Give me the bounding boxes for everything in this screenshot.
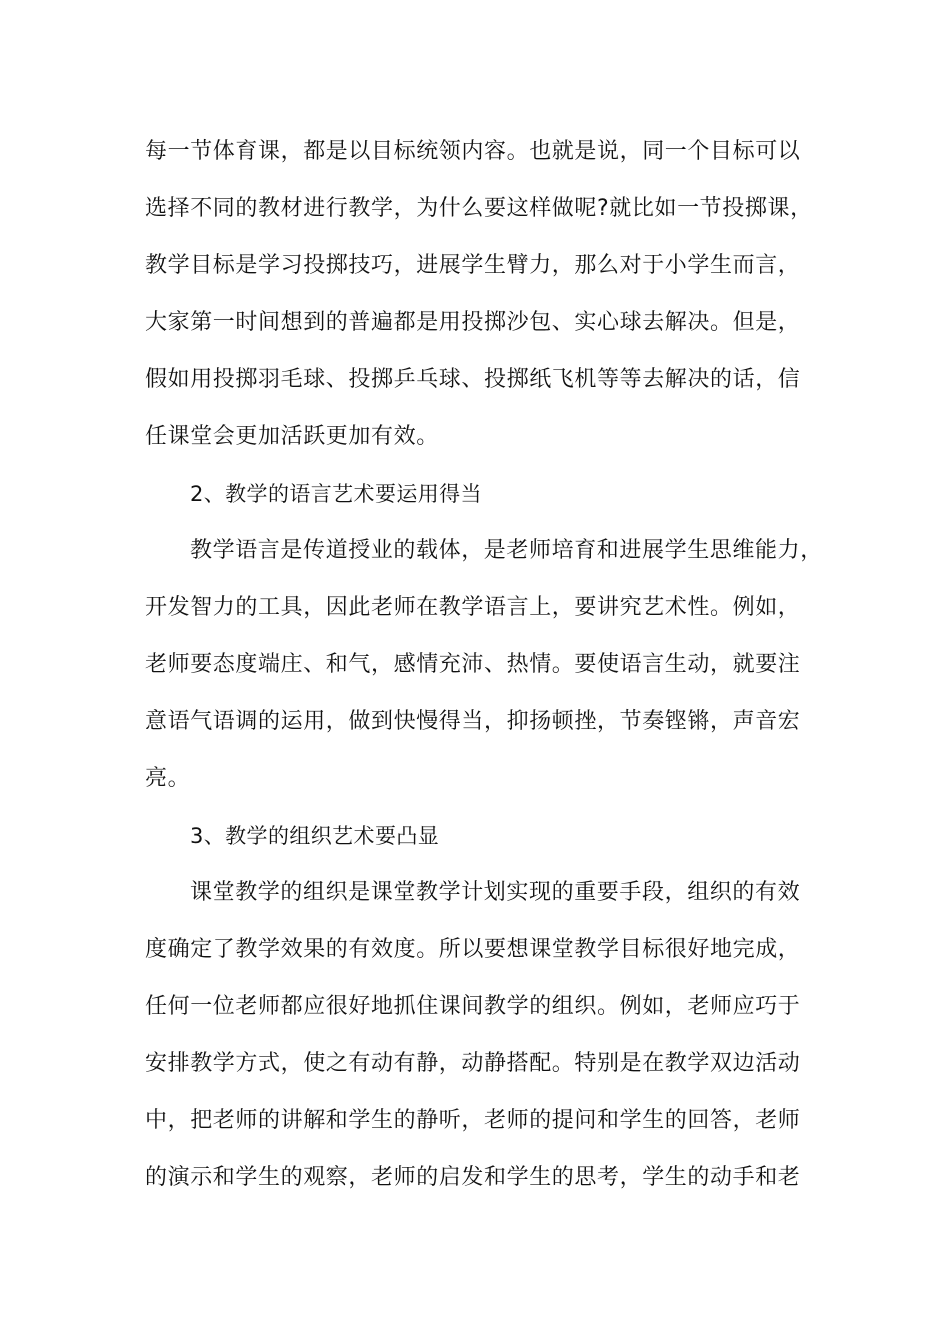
paragraph-line: 中，把老师的讲解和学生的静听，老师的提问和学生的回答，老师 xyxy=(145,1108,801,1133)
paragraph-line: 教学目标是学习投掷技巧，进展学生臂力，那么对于小学生而言， xyxy=(145,253,801,278)
paragraph-line: 假如用投掷羽毛球、投掷乒乓球、投掷纸飞机等等去解决的话，信 xyxy=(145,367,801,392)
section-heading: 3、教学的组织艺术要凸显 xyxy=(190,824,440,848)
paragraph-line: 选择不同的教材进行教学，为什么要这样做呢?就比如一节投掷课， xyxy=(145,196,813,221)
paragraph-line: 亮。 xyxy=(145,766,191,791)
paragraph-line: 任何一位老师都应很好地抓住课间教学的组织。例如，老师应巧于 xyxy=(145,994,801,1019)
paragraph-line: 课堂教学的组织是课堂教学计划实现的重要手段，组织的有效 xyxy=(190,880,801,905)
paragraph-line: 每一节体育课，都是以目标统领内容。也就是说，同一个目标可以 xyxy=(145,139,801,164)
paragraph-line: 的演示和学生的观察，老师的启发和学生的思考，学生的动手和老 xyxy=(145,1165,801,1190)
paragraph-line: 开发智力的工具，因此老师在教学语言上，要讲究艺术性。例如， xyxy=(145,595,801,620)
paragraph-line: 老师要态度端庄、和气，感情充沛、热情。要使语言生动，就要注 xyxy=(145,652,801,677)
paragraph-line: 教学语言是传道授业的载体，是老师培育和进展学生思维能力， xyxy=(190,538,823,563)
section-heading: 2、教学的语言艺术要运用得当 xyxy=(190,482,482,506)
paragraph-line: 度确定了教学效果的有效度。所以要想课堂教学目标很好地完成， xyxy=(145,937,801,962)
paragraph-line: 任课堂会更加活跃更加有效。 xyxy=(145,424,439,449)
paragraph-line: 安排教学方式，使之有动有静，动静搭配。特别是在教学双边活动 xyxy=(145,1051,801,1076)
paragraph-line: 意语气语调的运用，做到快慢得当，抑扬顿挫，节奏铿锵，声音宏 xyxy=(145,709,801,734)
paragraph-line: 大家第一时间想到的普遍都是用投掷沙包、实心球去解决。但是， xyxy=(145,310,801,335)
